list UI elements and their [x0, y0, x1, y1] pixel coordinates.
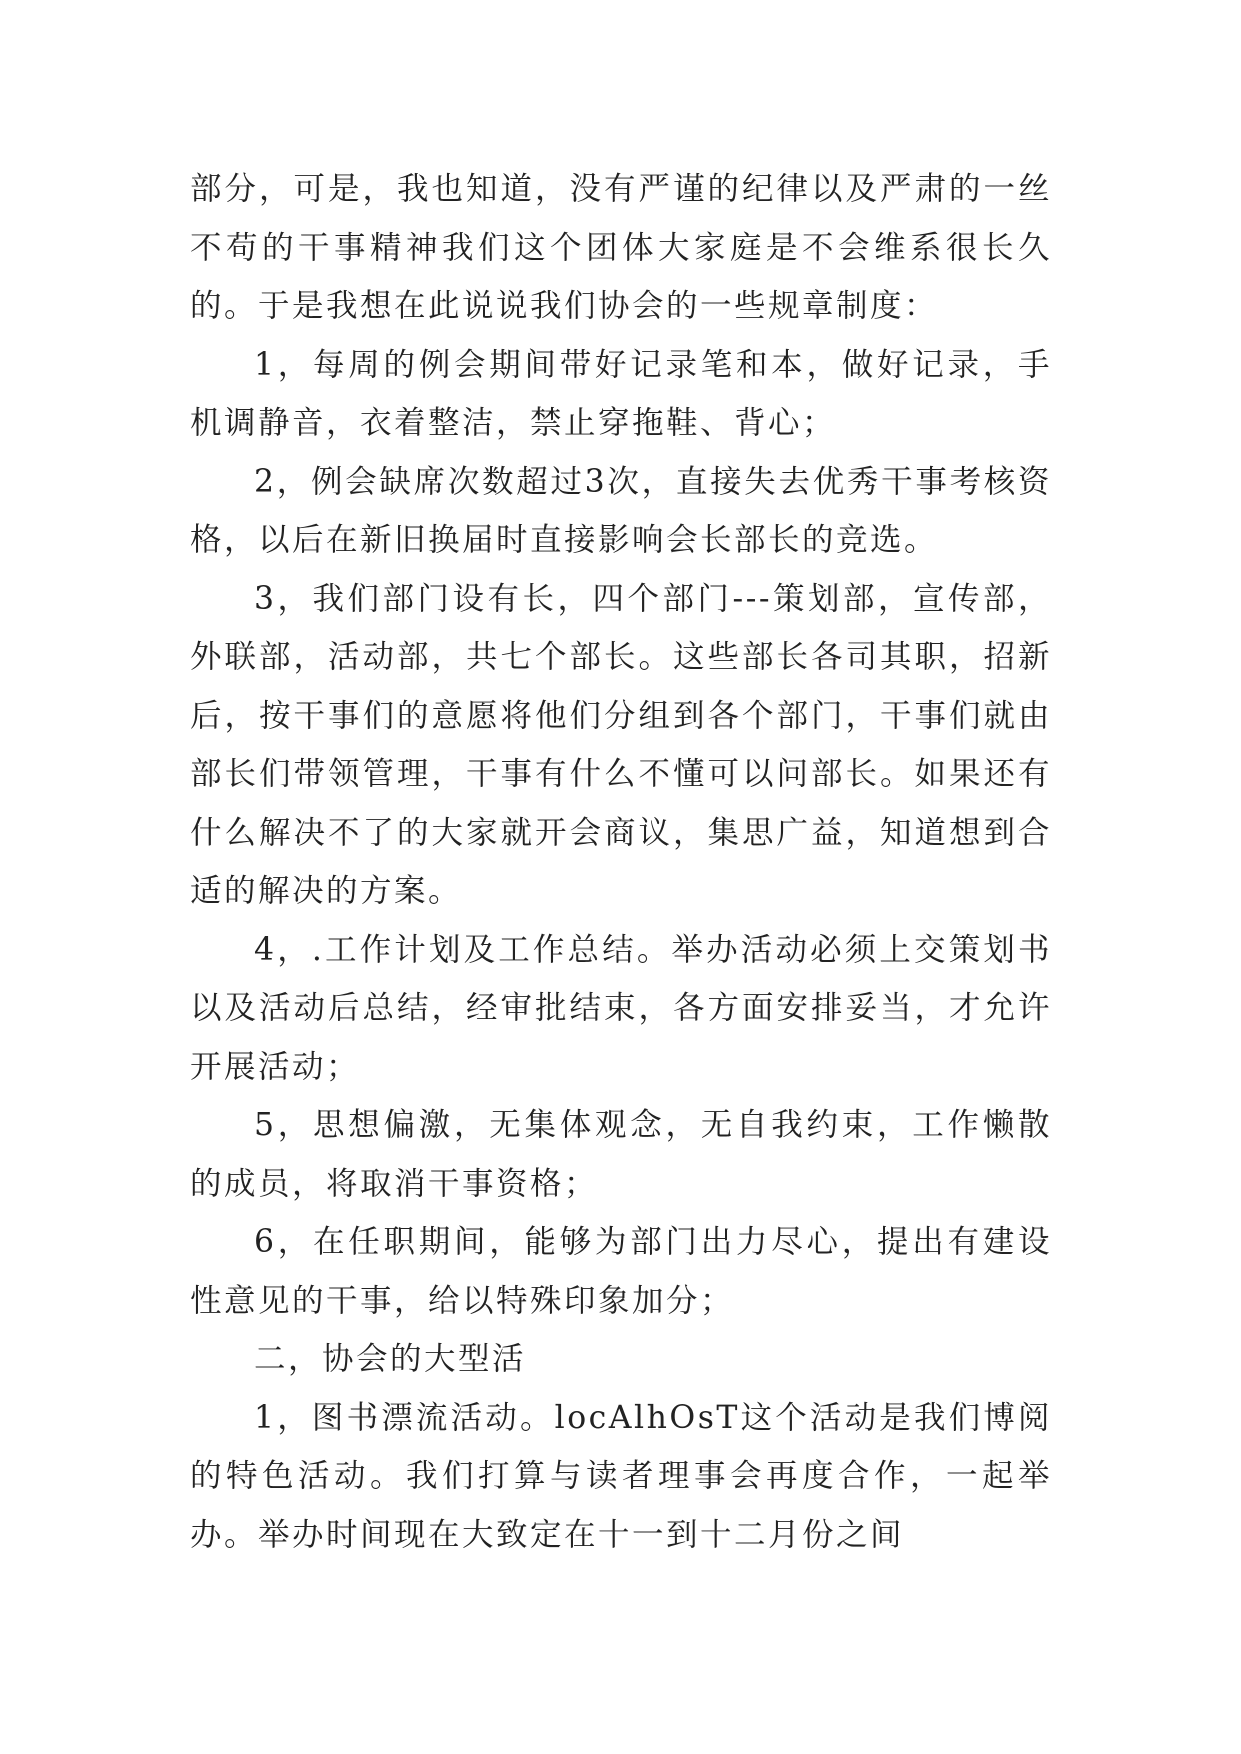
paragraph-rule-3: 3，我们部门设有长，四个部门---策划部，宣传部，外联部，活动部，共七个部长。这些部长各司其职，招新后，按干事们的意愿将他们分组到各个部门，干事们就由部长们带领管理，干事有什么不懂可以问部长。如果还有什么解决不了的大家就开会商议，集思广益，知道想到合适的解决的方案。	[190, 580, 1052, 909]
document-body	[190, 160, 1052, 1564]
paragraph-rule-5: 5，思想偏激，无集体观念，无自我约束，工作懒散的成员，将取消干事资格；	[190, 1107, 1052, 1202]
paragraph-rule-2: 2，例会缺席次数超过3次，直接失去优秀干事考核资格，以后在新旧换届时直接影响会长部长的竞选。	[190, 463, 1052, 558]
paragraph-rule-6: 6，在任职期间，能够为部门出力尽心，提出有建设性意见的干事，给以特殊印象加分；	[190, 1224, 1052, 1319]
section-heading-activities: 二，协会的大型活	[254, 1341, 527, 1377]
paragraph-intro: 部分，可是，我也知道，没有严谨的纪律以及严肃的一丝不苟的干事精神我们这个团体大家庭是不会维系很长久的。于是我想在此说说我们协会的一些规章制度：	[190, 171, 1052, 324]
paragraph-rule-4: 4，.工作计划及工作总结。举办活动必须上交策划书以及活动后总结，经审批结束，各方面安排妥当，才允许开展活动；	[190, 931, 1052, 1085]
paragraph-rule-1: 1，每周的例会期间带好记录笔和本，做好记录，手机调静音，衣着整洁，禁止穿拖鞋、背心；	[190, 346, 1052, 441]
paragraph-activity-1: 1，图书漂流活动。locAlhOsT这个活动是我们博阅的特色活动。我们打算与读者理事会再度合作，一起举办。举办时间现在大致定在十一到十二月份之间	[190, 1399, 1052, 1553]
